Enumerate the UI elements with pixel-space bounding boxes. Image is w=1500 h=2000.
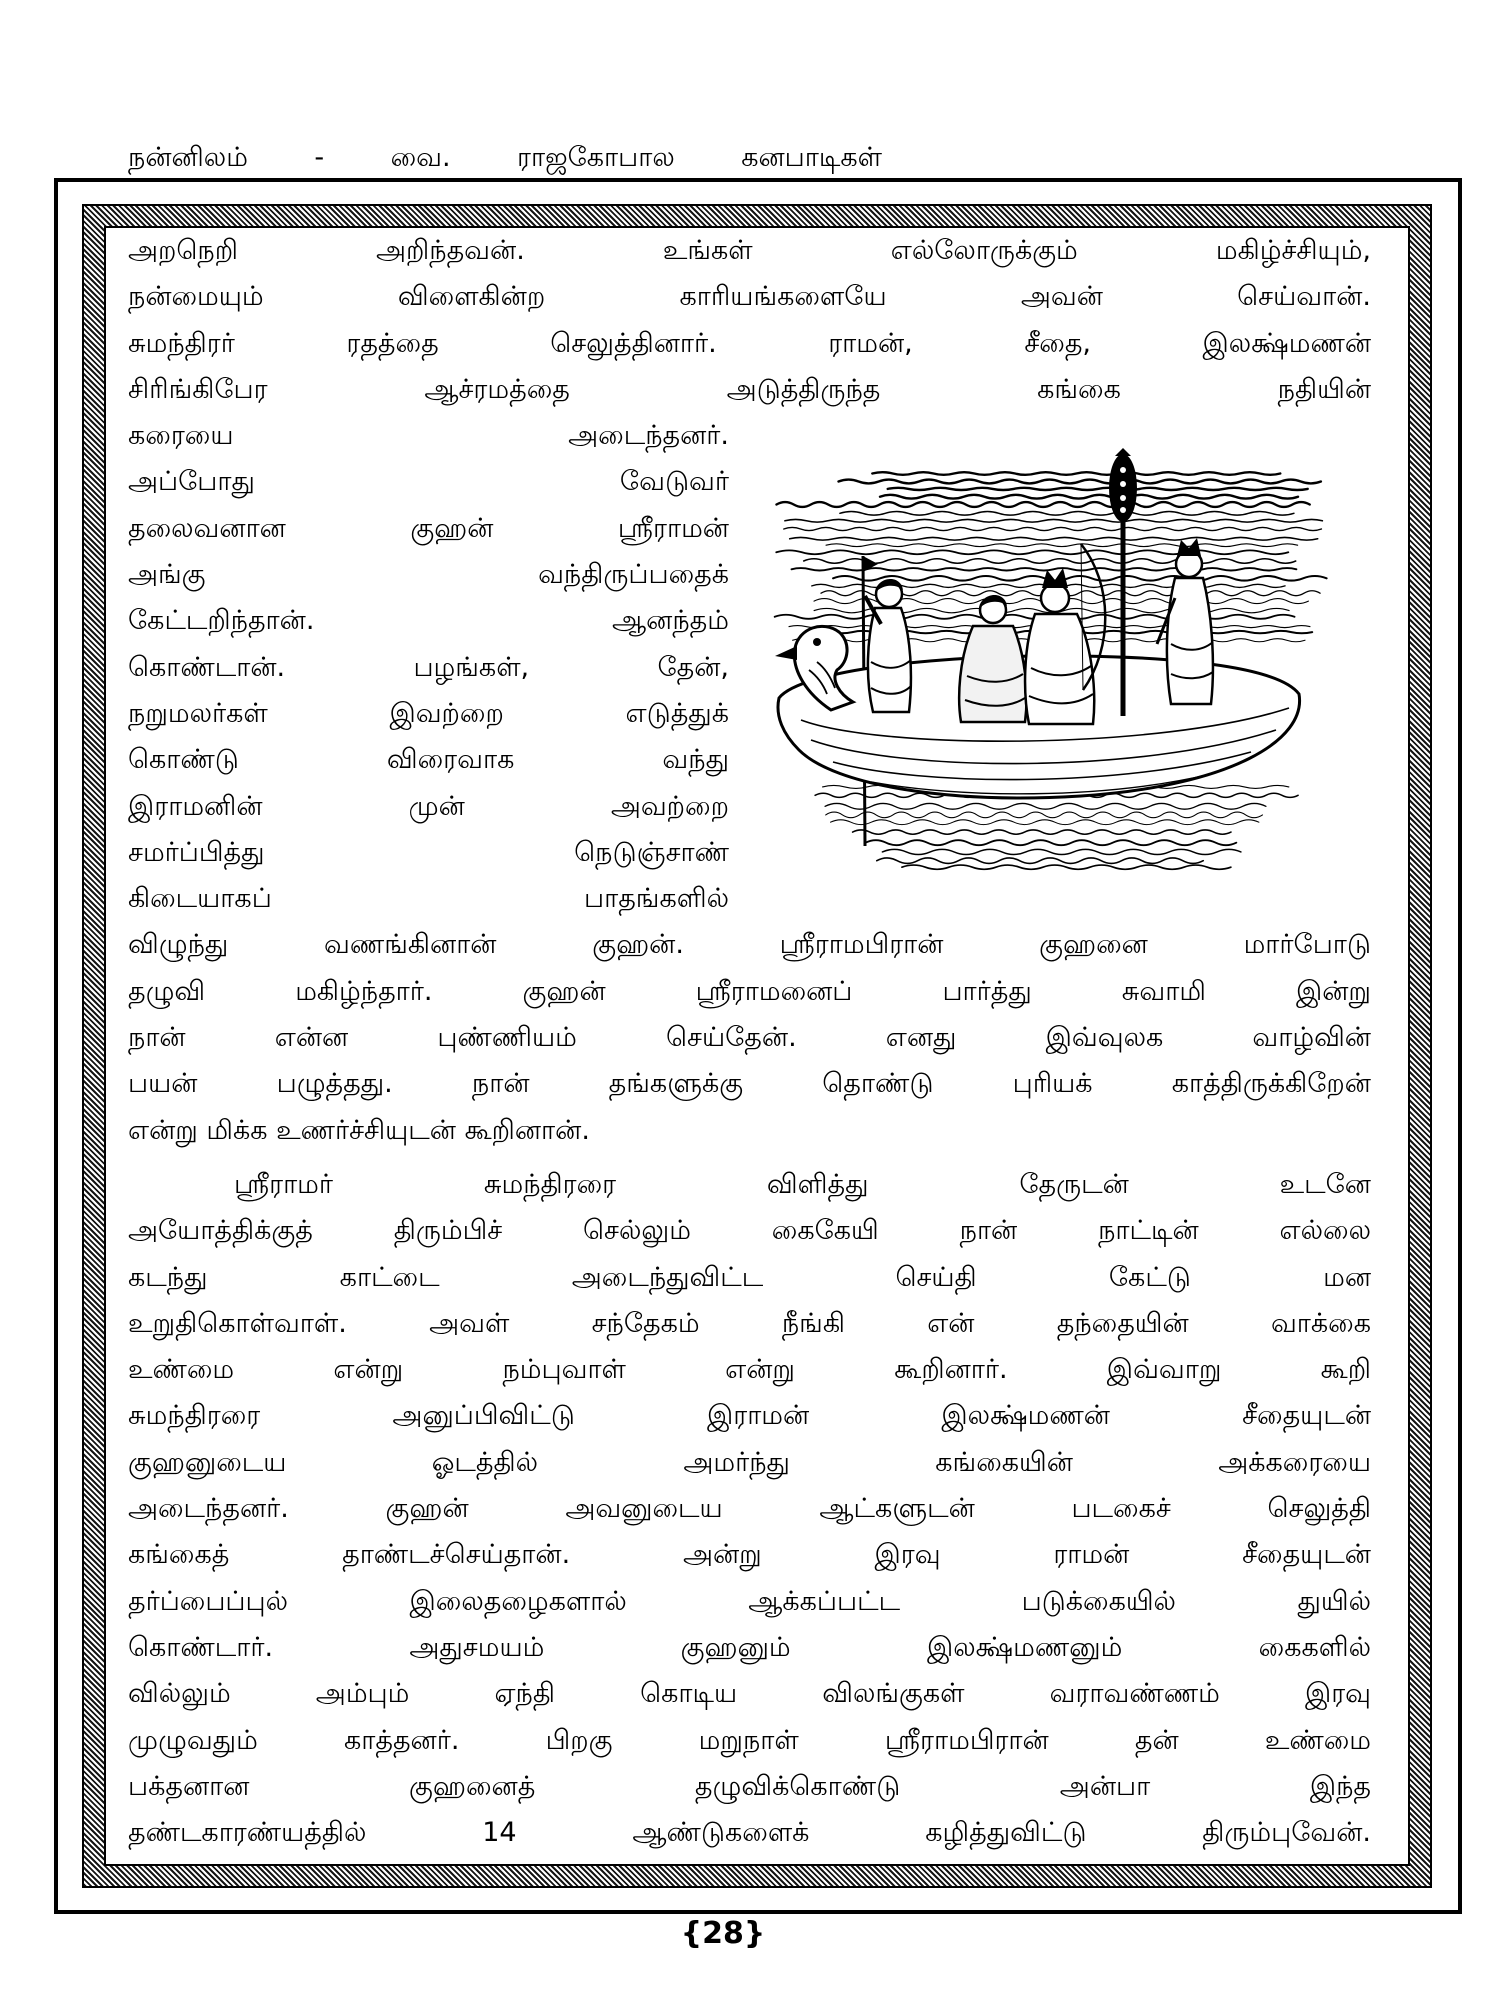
figure-standing-right-body (1167, 578, 1213, 704)
water-ripple (826, 544, 1298, 547)
water-ripple (804, 559, 1296, 564)
water-ripple (866, 840, 1237, 845)
water-ripple (833, 576, 1327, 581)
text-line: நன்மையும் விளைகின்ற காரியங்களையே அவன் செய்வான். (128, 281, 1371, 313)
text-line: ஸ்ரீராமர் சுமந்திரரை விளித்து தேருடன் உடனே (234, 1168, 1371, 1200)
water-ripple (826, 812, 1263, 818)
text-line: சுமந்திரரை அனுப்பிவிட்டு இராமன் இலக்ஷ்மணன் சீதையுடன் (128, 1400, 1371, 1432)
post-ornament-dot (1120, 495, 1126, 501)
text-line: அயோத்திக்குத் திரும்பிச் செல்லும் கைகேயி நான் நாட்டின் எல்லை (128, 1215, 1371, 1247)
text-line: கொண்டான். பழங்கள், தேன், (128, 651, 729, 683)
text-line: தர்ப்பைப்புல் இலைதழைகளால் ஆக்கப்பட்ட படுக்கையில் துயில் (128, 1585, 1371, 1617)
text-line: கடந்து காட்டை அடைந்துவிட்ட செய்தி கேட்டு மன (128, 1261, 1371, 1293)
water-ripple (902, 865, 1231, 869)
text-line: குஹனுடைய ஓடத்தில் அமர்ந்து கங்கையின் அக்கரையை (128, 1446, 1371, 1478)
text-line: அங்கு வந்திருப்பதைக் (128, 559, 729, 591)
text-line: கேட்டறிந்தான். ஆனந்தம் (128, 605, 729, 637)
text-line: நான் என்ன புண்ணியம் செய்தேன். எனது இவ்வுலக வாழ்வின் (128, 1022, 1371, 1054)
water-ripple (872, 472, 1280, 475)
water-ripple (777, 502, 1310, 507)
text-line: பயன் பழுத்தது. நான் தங்களுக்கு தொண்டு புரியக் காத்திருக்கிறேன் (128, 1068, 1371, 1100)
text-line: கரையை அடைந்தனர். (128, 420, 729, 452)
text-line: உண்மை என்று நம்புவாள் என்று கூறினார். இவ்வாறு கூறி (128, 1354, 1371, 1386)
paragraph-2 (128, 1162, 1371, 1856)
page-number: {28} (680, 1916, 766, 1951)
water-ripple (825, 803, 1266, 809)
text-line: தண்டகாரண்யத்தில் 14 ஆண்டுகளைக் கழித்துவிட்டு திரும்புவேன். (128, 1817, 1371, 1849)
water-ripple (888, 488, 1308, 490)
water-ripple (839, 480, 1321, 484)
figure-seated-right-head (1041, 584, 1069, 612)
text-line: கங்கைத் தாண்டச்செய்தான். அன்று இரவு ராமன் சீதையுடன் (128, 1539, 1371, 1571)
water-ripple (785, 519, 1323, 522)
text-line: தலைவனான குஹன் ஸ்ரீராமன் (128, 512, 729, 544)
post-ornament-dot (1120, 481, 1126, 487)
figure-standing-right-crown (1177, 538, 1201, 556)
post-ornament-dot (1120, 507, 1126, 513)
water-ripple (882, 849, 1240, 854)
water-ripple (853, 830, 1231, 834)
text-line: நறுமலர்கள் இவற்றை எடுத்துக் (128, 697, 729, 729)
figure-seated-left-body (959, 626, 1026, 722)
text-line: பக்தனான குஹனைத் தழுவிக்கொண்டு அன்பா இந்த (128, 1770, 1371, 1802)
text-line: தழுவி மகிழ்ந்தார். குஹன் ஸ்ரீராமனைப் பார்த்து சுவாமி இன்று (128, 975, 1371, 1007)
text-line: வில்லும் அம்பும் ஏந்தி கொடிய விலங்குகள் வராவண்ணம் இரவு (128, 1678, 1371, 1710)
post-finial (1115, 448, 1131, 456)
water-ripple (877, 858, 1203, 864)
text-line: கொண்டு விரைவாக வந்து (128, 744, 729, 776)
text-line: சுமந்திரர் ரதத்தை செலுத்தினார். ராமன், சீதை, இலக்ஷ்மணன் (128, 327, 1371, 359)
water-ripple (880, 495, 1298, 499)
text-line: சிரிங்கிபேர ஆச்ரமத்தை அடுத்திருந்த கங்கை நதியின் (128, 373, 1371, 405)
water-ripple (840, 511, 1294, 515)
water-ripple (776, 550, 1288, 554)
water-ripple (790, 537, 1318, 540)
water-ripple (831, 820, 1259, 825)
text-line: இராமனின் முன் அவற்றை (128, 790, 729, 822)
text-line: கிடையாகப் பாதங்களில் (128, 883, 729, 915)
text-line: அப்போது வேடுவர் (128, 466, 729, 498)
swan-eye (813, 638, 821, 646)
text-line: உறுதிகொள்வாள். அவள் சந்தேகம் நீங்கி என் தந்தையின் வாக்கை (128, 1307, 1371, 1339)
running-header: நன்னிலம் - வை. ராஜகோபால கனபாடிகள் (128, 142, 882, 173)
text-line: அடைந்தனர். குஹன் அவனுடைய ஆட்களுடன் படகைச் செலுத்தி (128, 1493, 1371, 1525)
pole-pennant (863, 556, 878, 572)
text-line: சமர்ப்பித்து நெடுஞ்சாண் (128, 836, 729, 868)
boat-illustration (761, 448, 1337, 884)
text-line: கொண்டார். அதுசமயம் குஹனும் இலக்ஷ்மணனும் கைகளில் (128, 1631, 1371, 1663)
text-line: முழுவதும் காத்தனர். பிறகு மறுநாள் ஸ்ரீராமபிரான் தன் உண்மை (128, 1724, 1371, 1756)
boat-illustration-drawing (761, 448, 1337, 884)
figure-boatman-body (868, 608, 911, 712)
text-line: என்று மிக்க உணர்ச்சியுடன் கூறினான். (128, 1114, 590, 1146)
post-ornament-dot (1120, 467, 1126, 473)
text-line: அறநெறி அறிந்தவன். உங்கள் எல்லோருக்கும் மகிழ்ச்சியும், (128, 235, 1371, 266)
text-line: விழுந்து வணங்கினான் குஹன். ஸ்ரீராமபிரான் குஹனை மார்போடு (128, 929, 1371, 961)
water-ripple (784, 527, 1322, 530)
swan-beak (775, 646, 797, 660)
